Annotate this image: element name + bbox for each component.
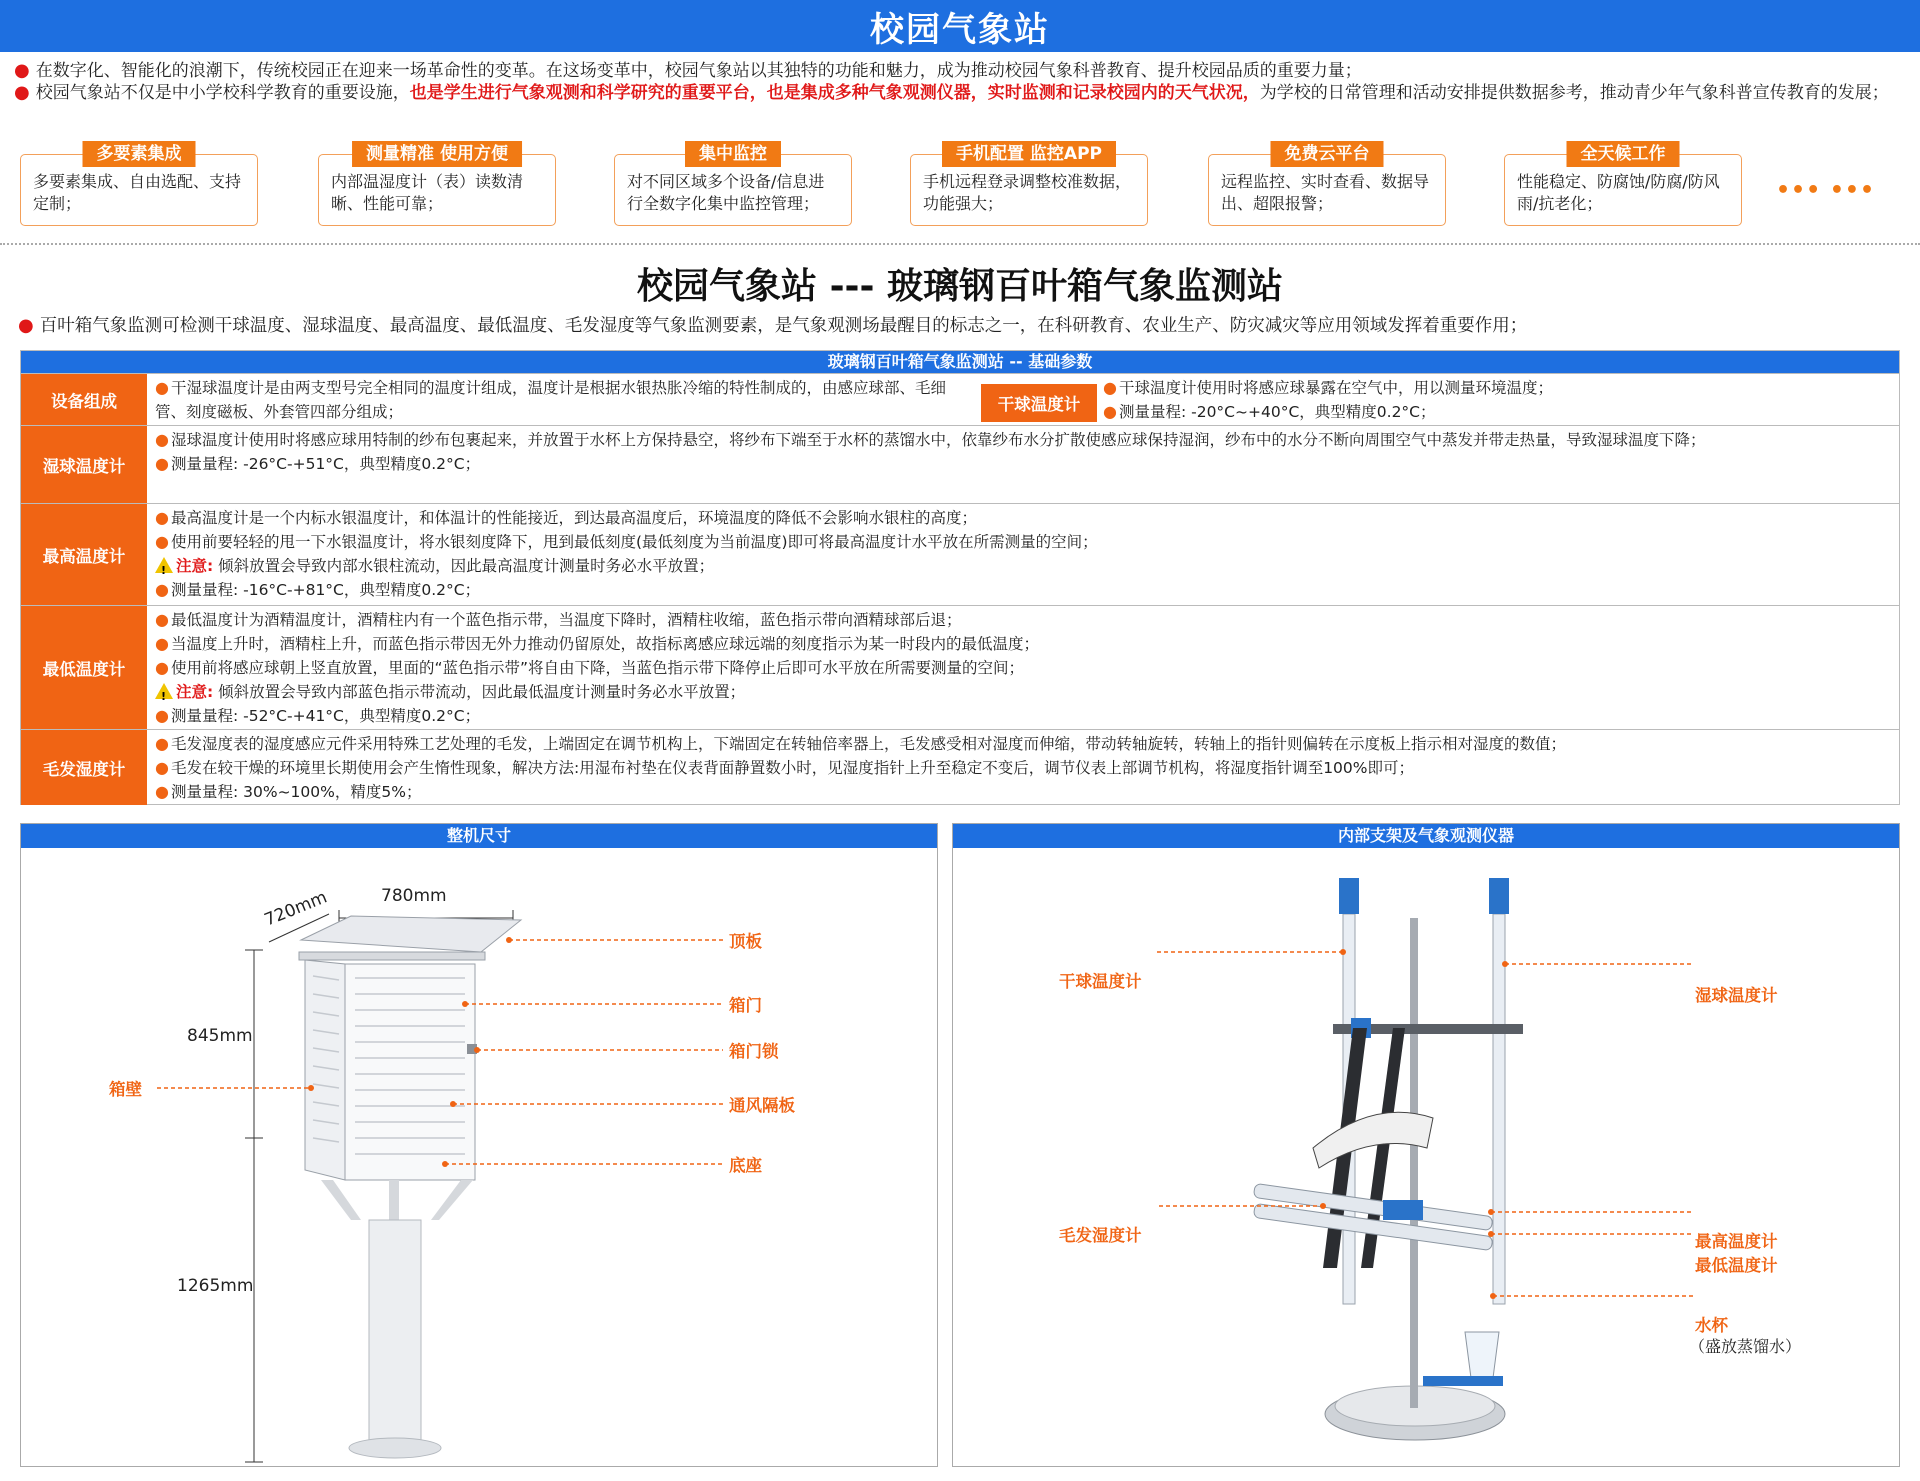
label-max-thermometer: 最高温度计 bbox=[1695, 1232, 1778, 1251]
bullet-icon: ● bbox=[155, 532, 169, 551]
dimension-1265: 1265mm bbox=[177, 1276, 254, 1296]
feature-tag: 手机配置 监控APP bbox=[942, 141, 1116, 167]
label-vent: 通风隔板 bbox=[729, 1096, 795, 1115]
label-latch: 箱门锁 bbox=[729, 1042, 779, 1061]
feature-tag: 集中监控 bbox=[685, 141, 781, 167]
sub-content: ● 干球温度计使用时将感应球暴露在空气中，用以测量环境温度； ● 测量量程: -20°C~+40°C，典型精度0.2°C； bbox=[1103, 378, 1553, 421]
bullet-icon: ● bbox=[155, 610, 169, 629]
feature-text: 内部温湿度计（表）读数清晰、性能可靠； bbox=[331, 172, 524, 213]
table-row bbox=[21, 425, 1899, 503]
feature-card bbox=[1504, 144, 1742, 226]
warning-icon: ! bbox=[155, 683, 173, 699]
bullet-icon: ● bbox=[14, 60, 30, 81]
dimension-720: 720mm bbox=[261, 887, 330, 931]
feature-text: 远程监控、实时查看、数据导出、超限报警； bbox=[1221, 172, 1430, 213]
feature-tag: 全天候工作 bbox=[1567, 141, 1680, 167]
bullet-icon: ● bbox=[155, 658, 169, 677]
section-description: ● 百叶箱气象监测可检测干球温度、湿球温度、最高温度、最低温度、毛发湿度等气象监测要素，是气象观测场最醒目的标志之一，在科研教育、农业生产、防灾减灾等应用领域发挥着重要作用； bbox=[18, 315, 1528, 336]
shelter-illustration bbox=[21, 848, 939, 1468]
label-door: 箱门 bbox=[729, 996, 762, 1015]
row-content: ● 毛发湿度表的湿度感应元件采用特殊工艺处理的毛发，上端固定在调节机构上，下端固定在转轴倍率器上，毛发感受相对湿度而伸缩，带动转轴旋转，转轴上的指针则偏转在示度板上指示相对湿度的数值； ● 毛发在较干燥的环境里长期使用会产生惰性现象，解决方法:用湿布衬垫在仪表背面静置数小时，见湿度指针上升至稳定不变后，调节仪表上部调节机构，将湿度指针调至100%即可； ● 测量量程: 30%~100%，精度5%； bbox=[155, 734, 1566, 801]
panel-title: 整机尺寸 bbox=[21, 824, 937, 848]
dimension-845: 845mm bbox=[187, 1026, 253, 1046]
table-row bbox=[21, 729, 1899, 805]
feature-tag: 测量精准 使用方便 bbox=[352, 141, 522, 167]
feature-list bbox=[20, 140, 1900, 232]
feature-card bbox=[318, 144, 556, 226]
instrument-illustration bbox=[953, 848, 1901, 1468]
feature-text: 对不同区域多个设备/信息进行全数字化集中监控管理； bbox=[627, 172, 825, 213]
bullet-icon: ● bbox=[155, 430, 169, 449]
instrument-panel bbox=[952, 823, 1900, 1467]
cup-note: （盛放蒸馏水） bbox=[1689, 1337, 1802, 1356]
bullet-icon: ● bbox=[155, 454, 169, 473]
feature-text: 多要素集成、自由选配、支持定制； bbox=[33, 172, 242, 213]
intro-line-2: ● 校园气象站不仅是中小学校科学教育的重要设施，也是学生进行气象观测和科学研究的重要平台，也是集成多种气象观测仪器，实时监测和记录校园内的天气状况，为学校的日常管理和活动安排提供数据参考，推动青少年气象科普宣传教育的发展； bbox=[14, 82, 1889, 103]
row-label: 设备组成 bbox=[21, 374, 147, 425]
label-wet-thermometer: 湿球温度计 bbox=[1695, 986, 1778, 1005]
intro-text bbox=[14, 60, 1909, 104]
bullet-icon: ● bbox=[155, 580, 169, 599]
table-row bbox=[21, 373, 1899, 425]
table-header: 玻璃钢百叶箱气象监测站 -- 基础参数 bbox=[21, 351, 1899, 373]
row-content: ● 最高温度计是一个内标水银温度计，和体温计的性能接近，到达最高温度后，环境温度的降低不会影响水银柱的高度； ● 使用前要轻轻的甩一下水银温度计，将水银刻度降下，甩到最低刻度(最低刻度为当前温度)即可将最高温度计水平放在所需测量的空间； ! 注意: 倾斜放置会导致内部水银柱流动，因此最高温度计测量时务必水平放置； ● 测量量程: -16°C-+81°C，典型精度0.2°C； bbox=[155, 508, 1098, 599]
feature-text: 性能稳定、防腐蚀/防腐/防风雨/抗老化； bbox=[1517, 172, 1720, 213]
dimension-panel bbox=[20, 823, 938, 1467]
bullet-icon: ● bbox=[14, 82, 30, 103]
page-header bbox=[0, 0, 1920, 52]
dimension-780: 780mm bbox=[381, 886, 447, 906]
feature-tag: 多要素集成 bbox=[83, 141, 196, 167]
warning-icon: ! bbox=[155, 557, 173, 573]
label-dry-thermometer: 干球温度计 bbox=[1059, 972, 1142, 991]
bullet-icon: ● bbox=[155, 508, 169, 527]
row-content: ● 湿球温度计使用时将感应球用特制的纱布包裹起来，并放置于水杯上方保持悬空，将纱布下端至于水杯的蒸馏水中，依靠纱布水分扩散使感应球保持湿润，纱布中的水分不断向周围空气中蒸发并带走热量，导致湿球温度下降； ● 测量量程: -26°C-+51°C，典型精度0.2°C； bbox=[155, 430, 1706, 473]
more-ellipsis-icon: ••• ••• bbox=[1776, 178, 1876, 203]
bullet-icon: ● bbox=[155, 758, 169, 777]
page-title: 校园气象站 bbox=[870, 9, 1050, 50]
bullet-icon: ● bbox=[155, 634, 169, 653]
bullet-icon: ● bbox=[155, 706, 169, 725]
feature-card bbox=[910, 144, 1148, 226]
bullet-icon: ● bbox=[18, 315, 34, 336]
label-min-thermometer: 最低温度计 bbox=[1695, 1256, 1778, 1275]
bullet-icon: ● bbox=[155, 782, 169, 801]
intro-line-1: ● 在数字化、智能化的浪潮下，传统校园正在迎来一场革命性的变革。在这场变革中，校园气象站以其独特的功能和魅力，成为推动校园气象科普教育、提升校园品质的重要力量； bbox=[14, 60, 1362, 81]
label-top-plate: 顶板 bbox=[729, 932, 762, 951]
feature-card bbox=[20, 144, 258, 226]
sub-label: 干球温度计 bbox=[981, 384, 1097, 422]
row-label: 毛发湿度计 bbox=[21, 730, 147, 805]
label-wall: 箱壁 bbox=[109, 1080, 142, 1099]
label-water-cup: 水杯 bbox=[1695, 1316, 1728, 1335]
feature-tag: 免费云平台 bbox=[1271, 141, 1384, 167]
row-label: 最低温度计 bbox=[21, 606, 147, 729]
row-content: ● 最低温度计为酒精温度计，酒精柱内有一个蓝色指示带，当温度下降时，酒精柱收缩，蓝色指示带向酒精球部后退； ● 当温度上升时，酒精柱上升，而蓝色指示带因无外力推动仍留原处，故指标离感应球远端的刻度指示为某一时段内的最低温度； ● 使用前将感应球朝上竖直放置，里面的“蓝色指示带”将自由下降，当蓝色指示带下降停止后即可水平放在所需要测量的空间； ! 注意: 倾斜放置会导致内部蓝色指示带流动，因此最低温度计测量时务必水平放置； ● 测量量程: -52°C-+41°C，典型精度0.2°C； bbox=[155, 610, 1039, 725]
table-row bbox=[21, 605, 1899, 729]
panel-title: 内部支架及气象观测仪器 bbox=[953, 824, 1899, 848]
feature-card bbox=[614, 144, 852, 226]
feature-text: 手机远程登录调整校准数据，功能强大； bbox=[923, 172, 1132, 213]
feature-card bbox=[1208, 144, 1446, 226]
row-content: ● 干湿球温度计是由两支型号完全相同的温度计组成，温度计是根据水银热胀冷缩的特性制成的，由感应球部、毛细管、刻度磁板、外套管四部分组成； bbox=[155, 378, 946, 421]
parameter-table bbox=[20, 350, 1900, 805]
label-base: 底座 bbox=[729, 1156, 762, 1175]
bullet-icon: ● bbox=[1103, 402, 1117, 421]
section-title: 校园气象站 --- 玻璃钢百叶箱气象监测站 bbox=[637, 266, 1283, 307]
section-divider bbox=[0, 243, 1920, 245]
row-label: 最高温度计 bbox=[21, 504, 147, 605]
bullet-icon: ● bbox=[155, 378, 169, 397]
bullet-icon: ● bbox=[1103, 378, 1117, 397]
row-label: 湿球温度计 bbox=[21, 426, 147, 503]
label-hair-hygrometer: 毛发湿度计 bbox=[1059, 1226, 1142, 1245]
bullet-icon: ● bbox=[155, 734, 169, 753]
table-row bbox=[21, 503, 1899, 605]
